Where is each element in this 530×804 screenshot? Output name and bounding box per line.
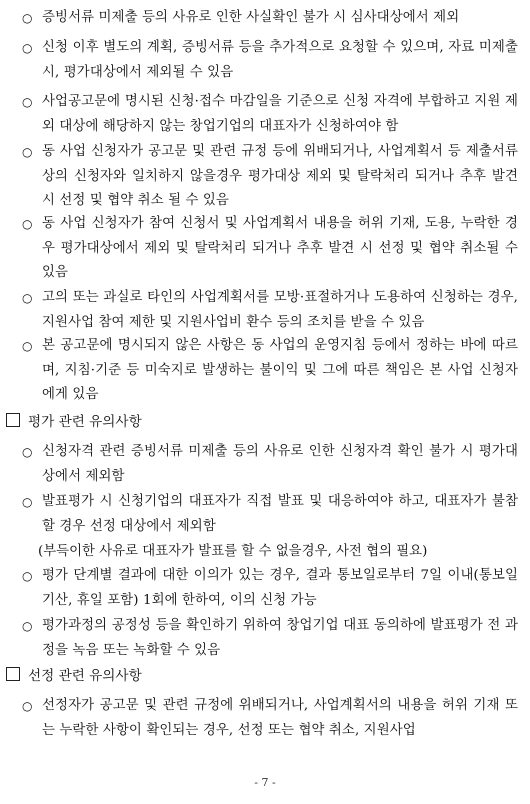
list-item-text: 사업공고문에 명시된 신청·접수 마감일을 기준으로 신청 자격에 부합하고 지원 제외 대상에 해당하지 않는 창업기업의 대표자가 신청하여야 함 — [42, 94, 518, 134]
list-item — [22, 694, 518, 743]
bullet-icon: ○ — [22, 569, 33, 583]
list-item-text: 본 공고문에 명시되지 않은 사항은 동 사업의 운영지침 등에서 정하는 바에 따르며, 지침·기준 등 미숙지로 발생하는 불이익 및 그에 따른 책임은 본 사업 신청자에게 있음 — [42, 338, 518, 403]
list-item-text: 발표평가 시 신청기업의 대표자가 직접 발표 및 대응하여야 하고, 대표자가 불참할 경우 선정 대상에서 제외함 — [42, 494, 518, 534]
list-item-text: 동 사업 신청자가 참여 신청서 및 사업계획서 내용을 허위 기재, 도용, 누락한 경우 평가대상에서 제외 및 탈락처리 되거나 추후 발견 시 선정 및 협약 취소될 수 있음 — [42, 216, 518, 281]
bullet-icon: ○ — [22, 145, 33, 159]
bullet-icon: ○ — [22, 217, 33, 231]
checkbox-square-icon — [6, 667, 20, 681]
section-heading-evaluation — [6, 410, 506, 434]
page-number: - 7 - — [254, 776, 276, 789]
list-item-text: 증빙서류 미제출 등의 사유로 인한 사실확인 불가 시 심사대상에서 제외 — [42, 10, 460, 25]
list-item — [22, 440, 518, 489]
section-heading-selection — [6, 664, 506, 688]
bullet-icon: ○ — [22, 11, 33, 25]
section-title: 선정 관련 유의사항 — [28, 668, 142, 684]
bullet-icon: ○ — [22, 619, 33, 633]
list-item — [22, 564, 518, 613]
bullet-icon: ○ — [22, 699, 33, 713]
list-item — [22, 614, 518, 663]
list-item-text: 동 사업 신청자가 공고문 및 관련 규정 등에 위배되거나, 사업계획서 등 제출서류 상의 신청자와 일치하지 않을경우 평가대상 제외 및 탈락처리 되거나 추후 발견 시 선정 및 협약 취소 될 수 있음 — [42, 144, 518, 209]
list-item-text: 평가과정의 공정성 등을 확인하기 위하여 창업기업 대표 동의하에 발표평가 전 과정을 녹음 또는 녹화할 수 있음 — [42, 618, 518, 658]
list-item — [22, 6, 518, 31]
bullet-icon: ○ — [22, 41, 33, 55]
list-item-text: 신청자격 관련 증빙서류 미제출 등의 사유로 인한 신청자격 확인 불가 시 평가대상에서 제외함 — [42, 444, 518, 484]
list-item — [22, 334, 518, 408]
bullet-icon: ○ — [22, 495, 33, 509]
list-item-text: 선정자가 공고문 및 관련 규정에 위배되거나, 사업계획서의 내용을 허위 기재 또는 누락한 사항이 확인되는 경우, 선정 또는 협약 취소, 지원사업 — [42, 698, 518, 738]
list-item — [22, 140, 518, 214]
list-item — [22, 212, 518, 286]
note-text: (부득이한 사유로 대표자가 발표를 할 수 없을경우, 사전 협의 필요) — [38, 544, 428, 559]
list-item — [22, 36, 518, 85]
bullet-icon: ○ — [22, 95, 33, 109]
list-item-text: 고의 또는 과실로 타인의 사업계획서를 모방·표절하거나 도용하여 신청하는 경우, 지원사업 참여 제한 및 지원사업비 환수 등의 조치를 받을 수 있음 — [42, 290, 518, 330]
list-item — [22, 286, 518, 335]
bullet-icon: ○ — [22, 339, 33, 353]
list-item — [22, 490, 518, 539]
checkbox-square-icon — [6, 413, 20, 427]
section-title: 평가 관련 유의사항 — [28, 414, 142, 430]
bullet-icon: ○ — [22, 291, 33, 305]
list-item-text: 평가 단계별 결과에 대한 이의가 있는 경우, 결과 통보일로부터 7일 이내(통보일 기산, 휴일 포함) 1회에 한하여, 이의 신청 가능 — [42, 568, 518, 608]
list-item-text: 신청 이후 별도의 계획, 증빙서류 등을 추가적으로 요청할 수 있으며, 자료 미제출 시, 평가대상에서 제외될 수 있음 — [42, 40, 518, 80]
bullet-icon: ○ — [22, 445, 33, 459]
list-item — [22, 90, 518, 139]
